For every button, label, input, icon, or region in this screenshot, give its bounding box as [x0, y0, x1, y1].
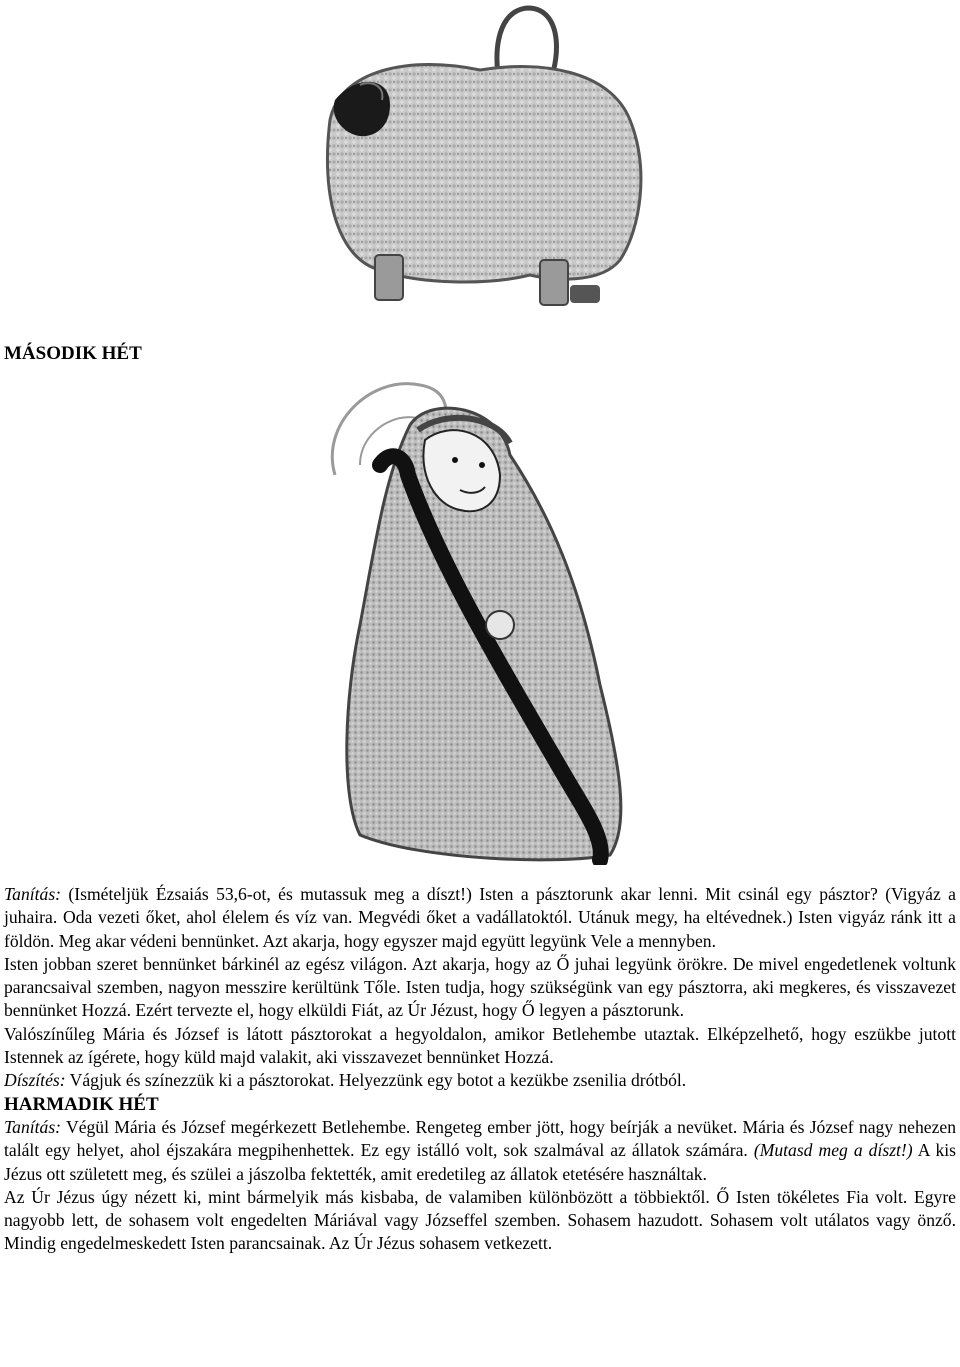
shepherd-ornament-icon	[300, 365, 660, 865]
show-ornament-note: (Mutasd meg a díszt!)	[753, 1140, 913, 1161]
teaching-text-week3: Végül Mária és József megérkezett Betlehembe. Rengeteg ember jött, hogy beírják a nevüket. Mária és József nagy nehezen talált egy helyet, ahol éjszakára megpihenhettek. Ez egy istálló volt, sok szalmával az állatok számára.	[4, 1116, 956, 1161]
week-three-paragraph-2: Az Úr Jézus úgy nézett ki, mint bármelyik más kisbaba, de valamiben különbözött a többiektől. Ő Isten tökéletes Fia volt. Egyre nagyobb lett, de sohasem volt engedelten Máriával vagy Józseffel szemben. Sohasem hazudott. Sohasem volt utálatos vagy önző. Mindig engedelmeskedett Isten parancsainak. Az Úr Jézus sohasem vetkezett.	[4, 1186, 956, 1254]
week-two-teaching-paragraph	[4, 883, 956, 953]
week-two-paragraph-3: Valószínűleg Mária és József is látott pásztorokat a hegyoldalon, amikor Betlehembe utaztak. Elképzelhető, hogy eszükbe jutott Istennek az ígérete, hogy küld majd valakit, aki visszavezet bennünket Hozzá.	[4, 1023, 956, 1068]
teaching-text-week3-cont: A kis Jézus ott született meg, és szülei a jászolba fektették, amit eredetileg az állatok etetésére használtak.	[4, 1140, 956, 1184]
decoration-text: Vágjuk és színezzük ki a pásztorokat. Helyezzünk egy botot a kezükbe zsenilia drótból.	[65, 1070, 687, 1091]
body-text	[4, 883, 956, 1256]
week-two-decoration-paragraph	[4, 1069, 956, 1092]
teaching-label-week3: Tanítás:	[4, 1116, 62, 1137]
week-three-heading: HARMADIK HÉT	[4, 1093, 159, 1115]
decoration-label: Díszítés:	[4, 1070, 66, 1091]
week-two-paragraph-2: Isten jobban szeret bennünket bárkinél az egész világon. Azt akarja, hogy az Ő juhai legyünk örökre. De mivel engedetlenek voltunk parancsaival szemben, nagyon messzire kerültünk Tőle. Isten tudja, hogy szükségünk van egy pásztorra, aki megkeres, és visszavezet bennünket Hozzá. Ezért tervezte el, hogy elküldi Fiát, az Úr Jézust, hogy Ő legyen a pásztorunk.	[4, 953, 956, 1021]
teaching-text: (Ismételjük Ézsaiás 53,6-ot, és mutassuk meg a díszt!) Isten a pásztorunk akar lenni. Mit csinál egy pásztor? (Vigyáz a juhaira. Oda vezeti őket, ahol élelem és víz van. Megvédi őket a vadállatoktól. Utánuk megy, ha eltévednek.) Isten vigyáz ránk itt a földön. Meg akar védeni bennünket. Azt akarja, hogy egyszer majd együtt legyünk Vele a mennyben.	[4, 884, 956, 951]
week-two-heading: MÁSODIK HÉT	[4, 343, 142, 364]
teaching-label: Tanítás:	[4, 884, 62, 904]
week-three-teaching-paragraph	[4, 1116, 956, 1186]
sheep-ornament-icon	[300, 0, 660, 325]
